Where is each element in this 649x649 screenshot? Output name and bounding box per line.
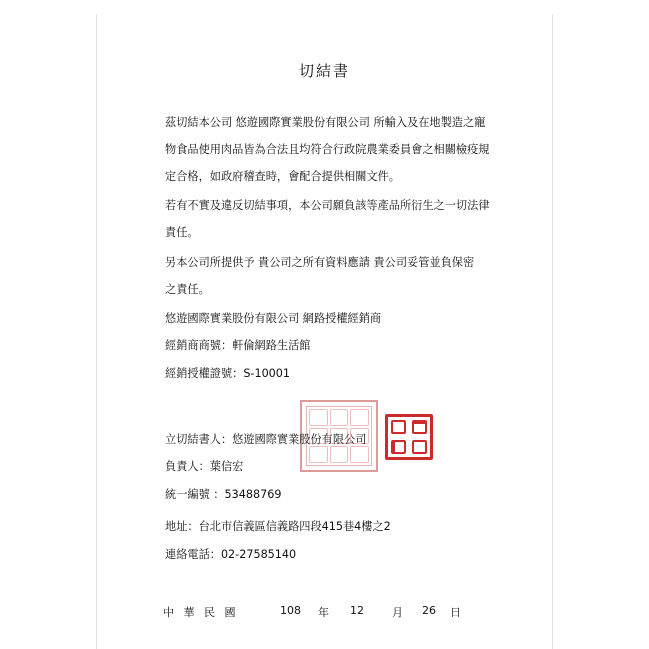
distributor-line: 悠遊國際實業股份有限公司 網路授權經銷商	[165, 312, 382, 325]
liability-line-1: 若有不實及違反切結事項，本公司願負該等產品所衍生之一切法律	[165, 199, 490, 212]
personal-seal	[385, 414, 433, 460]
date-month: 12	[350, 604, 364, 617]
date-month-unit: 月	[392, 606, 403, 619]
date-year: 108	[280, 604, 301, 617]
confidentiality-line-1: 另本公司所提供予 貴公司之所有資料應請 貴公司妥管並負保密	[165, 256, 475, 269]
date-year-unit: 年	[318, 606, 329, 619]
tax-id-line: 統一編號 ：53488769	[165, 488, 282, 501]
date-era: 中 華 民 國	[163, 606, 239, 619]
address-line: 地址：台北市信義區信義路四段415巷4樓之2	[165, 520, 391, 533]
liability-line-2: 責任。	[165, 226, 199, 239]
statement-line-2: 物食品使用肉品皆為合法且均符合行政院農業委員會之相關檢疫規	[165, 143, 490, 156]
statement-line-1: 茲切結本公司 悠遊國際實業股份有限公司 所輸入及在地製造之寵	[165, 116, 486, 129]
date-day-unit: 日	[450, 606, 461, 619]
responsible-person-line: 負責人：葉信宏	[165, 460, 244, 473]
date-day: 26	[422, 604, 436, 617]
statement-line-3: 定合格，如政府稽查時，會配合提供相關文件。	[165, 170, 400, 183]
distributor-license: 經銷授權證號：S-10001	[165, 367, 291, 380]
document-title: 切結書	[298, 62, 350, 80]
signatory-line: 立切結書人：悠遊國際實業股份有限公司	[165, 433, 367, 446]
phone-line: 連絡電話：02-27585140	[165, 548, 297, 561]
confidentiality-line-2: 之責任。	[165, 283, 210, 296]
distributor-name: 經銷商商號：軒倫網路生活館	[165, 339, 311, 352]
